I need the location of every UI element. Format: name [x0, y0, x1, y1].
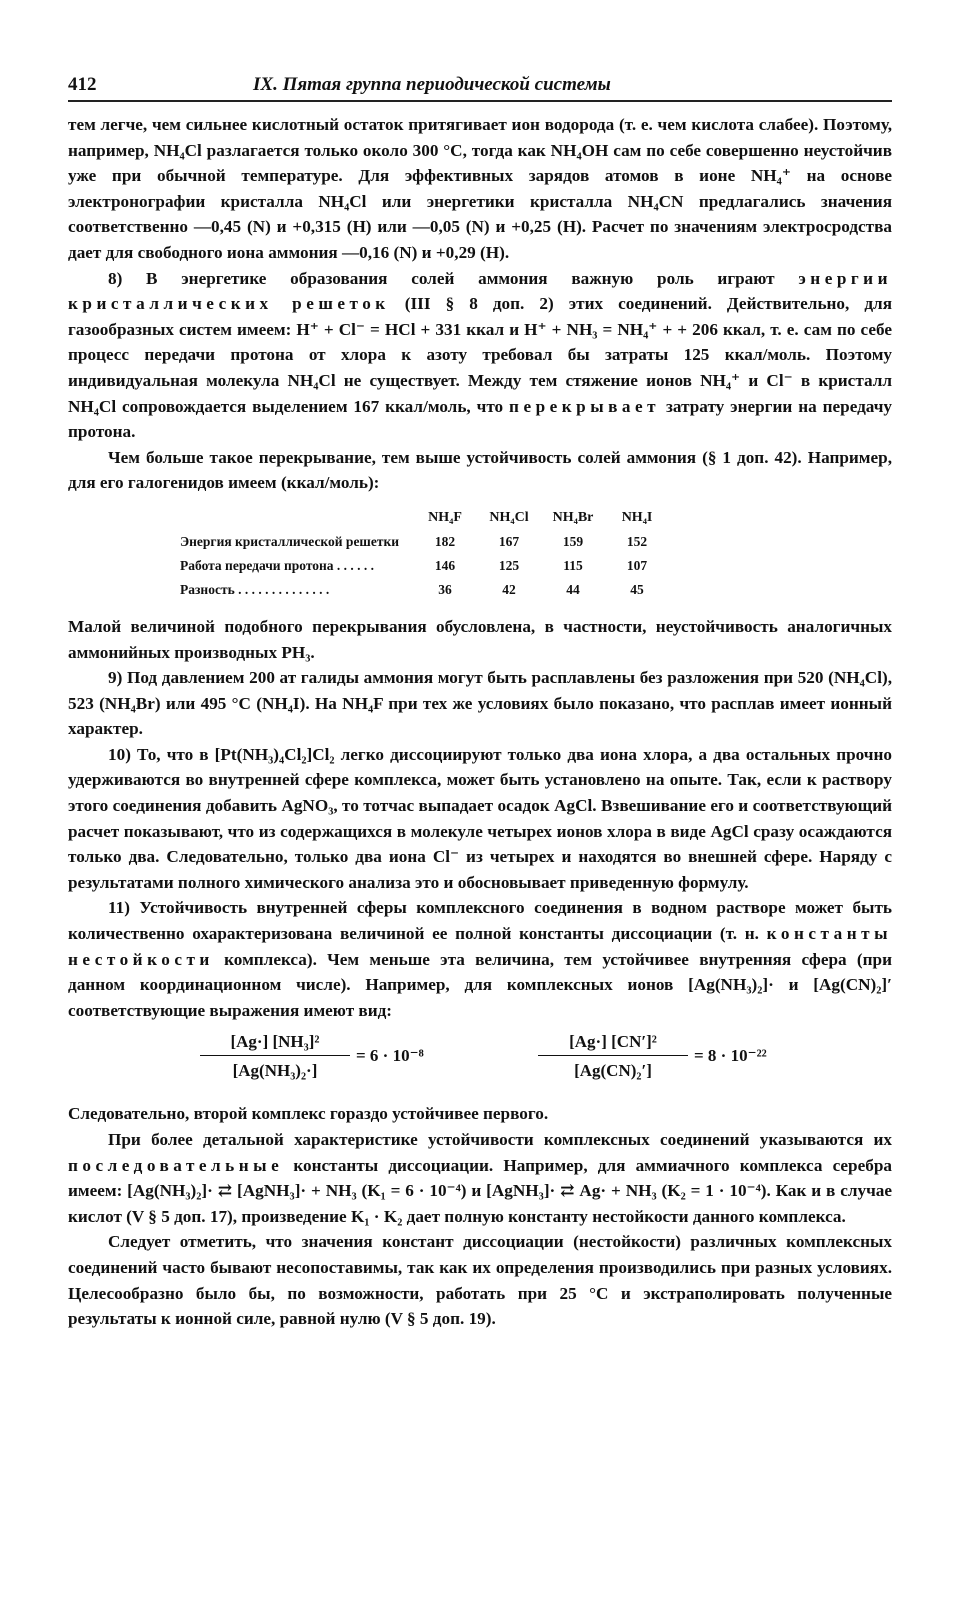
row-label: Разность . . . . . . . . . . . . . .	[180, 581, 330, 597]
spaced-term-successive: последовательные	[68, 1155, 284, 1175]
table-col-header: NH₄Br	[552, 509, 594, 525]
page-body	[68, 112, 892, 1332]
table-corner	[180, 506, 413, 530]
running-header	[68, 70, 892, 98]
paragraph-stepwise-text-a: При более детальной характеристике устойчивости комплексных соединений указываются их	[108, 1130, 892, 1149]
table-cell: 45	[630, 581, 644, 597]
formula-ammine-complex	[200, 1029, 424, 1083]
row-label: Энергия кристаллической решетки	[180, 533, 400, 549]
paragraph-continuation: тем легче, чем сильнее кислотный остаток притягивает ион водорода (т. е. чем кислота слабее). Поэтому, например, NH₄Cl разлагается только около 300 °C, тогда как NH₄OH сам по себе совершенно неустойчив уже при обычной температуре. Для эффективных зарядов атомов в ионе NH₄⁺ на основе электронографии кристалла NH₄Cl или энергетики кристалла NH₄CN предлагались значения соответственно —0,45 (N) и +0,315 (H) или —0,05 (N) и +0,25 (H). Расчет по значениям электросродства дает для свободного иона аммония —0,16 (N) и +0,29 (H).	[68, 115, 892, 262]
table-header-row	[180, 506, 669, 530]
paragraph-9: 9) Под давлением 200 ат галиды аммония могут быть расплавлены без разложения при 520 (NH₄Cl), 523 (NH₄Br) или 495 °C (NH₄I). На NH₄F при тех же условиях было показано, что расплав имеет ионный характер.	[68, 668, 892, 739]
table-cell: 107	[626, 557, 648, 573]
formula-numerator: [Ag·] [NH₃]²	[200, 1029, 350, 1056]
formula-value: = 6 · 10⁻⁸	[356, 1046, 424, 1066]
table-cell: 115	[563, 557, 583, 573]
paragraph-10: 10) То, что в [Pt(NH₃)₄Cl₂]Cl₂ легко диссоциируют только два иона хлора, а два остальных прочно удерживаются во внутренней сфере комплекса, может быть установлено на опыте. Так, если к раствору этого соединения добавить AgNO₃, то тотчас выпадает осадок AgCl. Взвешивание его и соответствующий расчет показывают, что из содержащихся в молекуле четырех ионов хлора в виде AgCl сразу осаждаются только два. Следовательно, только два иона Cl⁻ из четырех и находятся во внешней сфере. Наряду с результатами полного химического анализа это и обосновывает приведенную формулу.	[68, 744, 892, 892]
table-cell: 44	[566, 581, 580, 597]
table-cell: 182	[434, 533, 456, 549]
paragraph-note: Следует отметить, что значения констант диссоциации (нестойкости) различных комплексных соединений часто бывают несопоставимы, так как их определения производились при разных условиях. Целесообразно было бы, по возможности, работать при 25 °C и экстраполировать полученные результаты к ионной силе, равной нулю (V § 5 доп. 19).	[68, 1232, 892, 1329]
table-row	[180, 530, 669, 554]
dissociation-formulas	[68, 1023, 892, 1101]
paragraph-stepwise-text-b: константы диссоциации. Например, для аммиачного комплекса серебра имеем: [Ag(NH₃)₂]· ⇄ [AgNH₃]· + NH₃ (K₁ = 6 · 10⁻⁴) и [AgNH₃]· ⇄ Ag· + NH₃ (K₂ = 1 · 10⁻⁴). Как и в случае кислот (V § 5 доп. 17), произведение K₁ · K₂ дает полную константу нестойкости данного комплекса.	[68, 1155, 892, 1226]
formula-denominator: [Ag(NH₃)₂·]	[232, 1061, 318, 1080]
table-col-header: NH₄I	[621, 509, 653, 525]
running-title: IX. Пятая группа периодической системы	[253, 74, 611, 95]
header-rule	[68, 100, 892, 102]
spaced-term-energies: энергии кристаллических решеток	[68, 268, 892, 314]
page	[68, 70, 892, 1329]
paragraph-stepwise	[68, 1127, 892, 1229]
paragraph-8	[68, 266, 892, 445]
table-row	[180, 578, 669, 602]
table-cell: 125	[498, 557, 520, 573]
table-cell: 159	[562, 533, 584, 549]
spaced-term-overlaps: перекрывает	[509, 396, 661, 416]
table-cell: 152	[626, 533, 648, 549]
table-row	[180, 554, 669, 578]
paragraph-11-text-b: комплекса). Чем меньше эта величина, тем устойчивее внутренняя сфера (при данном координационном числе). Например, для комплексных ионов [Ag(NH₃)₂]· и [Ag(CN)₂]′ соответствующие выражения имеют вид:	[68, 949, 892, 1020]
table-col-header: NH₄F	[428, 509, 462, 525]
paragraph-11	[68, 895, 892, 1023]
paragraph-ph3: Малой величиной подобного перекрывания обусловлена, в частности, неустойчивость аналогичных аммонийных производных PH₃.	[68, 616, 892, 662]
halide-energy-table	[180, 506, 669, 602]
table-cell: 146	[434, 557, 456, 573]
formula-numerator: [Ag·] [CN′]²	[538, 1029, 688, 1056]
row-label: Работа передачи протона . . . . . .	[180, 557, 375, 573]
paragraph-8-text-c: затрату энергии на передачу протона.	[68, 396, 892, 442]
formula-denominator: [Ag(CN)₂′]	[574, 1061, 652, 1080]
paragraph-11-text-a: 11) Устойчивость внутренней сферы комплексного соединения в водном растворе может быть количественно охарактеризована величиной ее полной константы диссоциации (т. н.	[68, 898, 892, 944]
page-number: 412	[68, 74, 97, 95]
table-cell: 42	[502, 581, 516, 597]
spaced-term-instability-constant: константы нестойкости	[68, 924, 892, 969]
table-cell: 36	[438, 581, 452, 597]
paragraph-conclusion: Следовательно, второй комплекс гораздо устойчивее первого.	[68, 1104, 549, 1124]
table-col-header: NH₄Cl	[489, 509, 529, 525]
formula-value: = 8 · 10⁻²²	[694, 1046, 767, 1066]
table-cell: 167	[498, 533, 520, 549]
paragraph-overlap: Чем больше такое перекрывание, тем выше устойчивость солей аммония (§ 1 доп. 42). Например, для его галогенидов имеем (ккал/моль):	[68, 447, 892, 493]
formula-cyanide-complex	[538, 1029, 767, 1083]
paragraph-8-text-a: 8) В энергетике образования солей аммония важную роль играют	[108, 268, 799, 288]
paragraph-8-text-b: (III § 8 доп. 2) этих соединений. Действительно, для газообразных систем имеем: H⁺ + Cl⁻ = HCl + 331 ккал и H⁺ + NH₃ = NH₄⁺ + + 206 ккал, т. е. сам по себе процесс передачи протона от хлора к азоту требовал бы затраты 125 ккал/моль. Поэтому индивидуальная молекула NH₄Cl не существует. Между тем стяжение ионов NH₄⁺ и Cl⁻ в кристалл NH₄Cl сопровождается выделением 167 ккал/моль, что	[68, 294, 892, 416]
